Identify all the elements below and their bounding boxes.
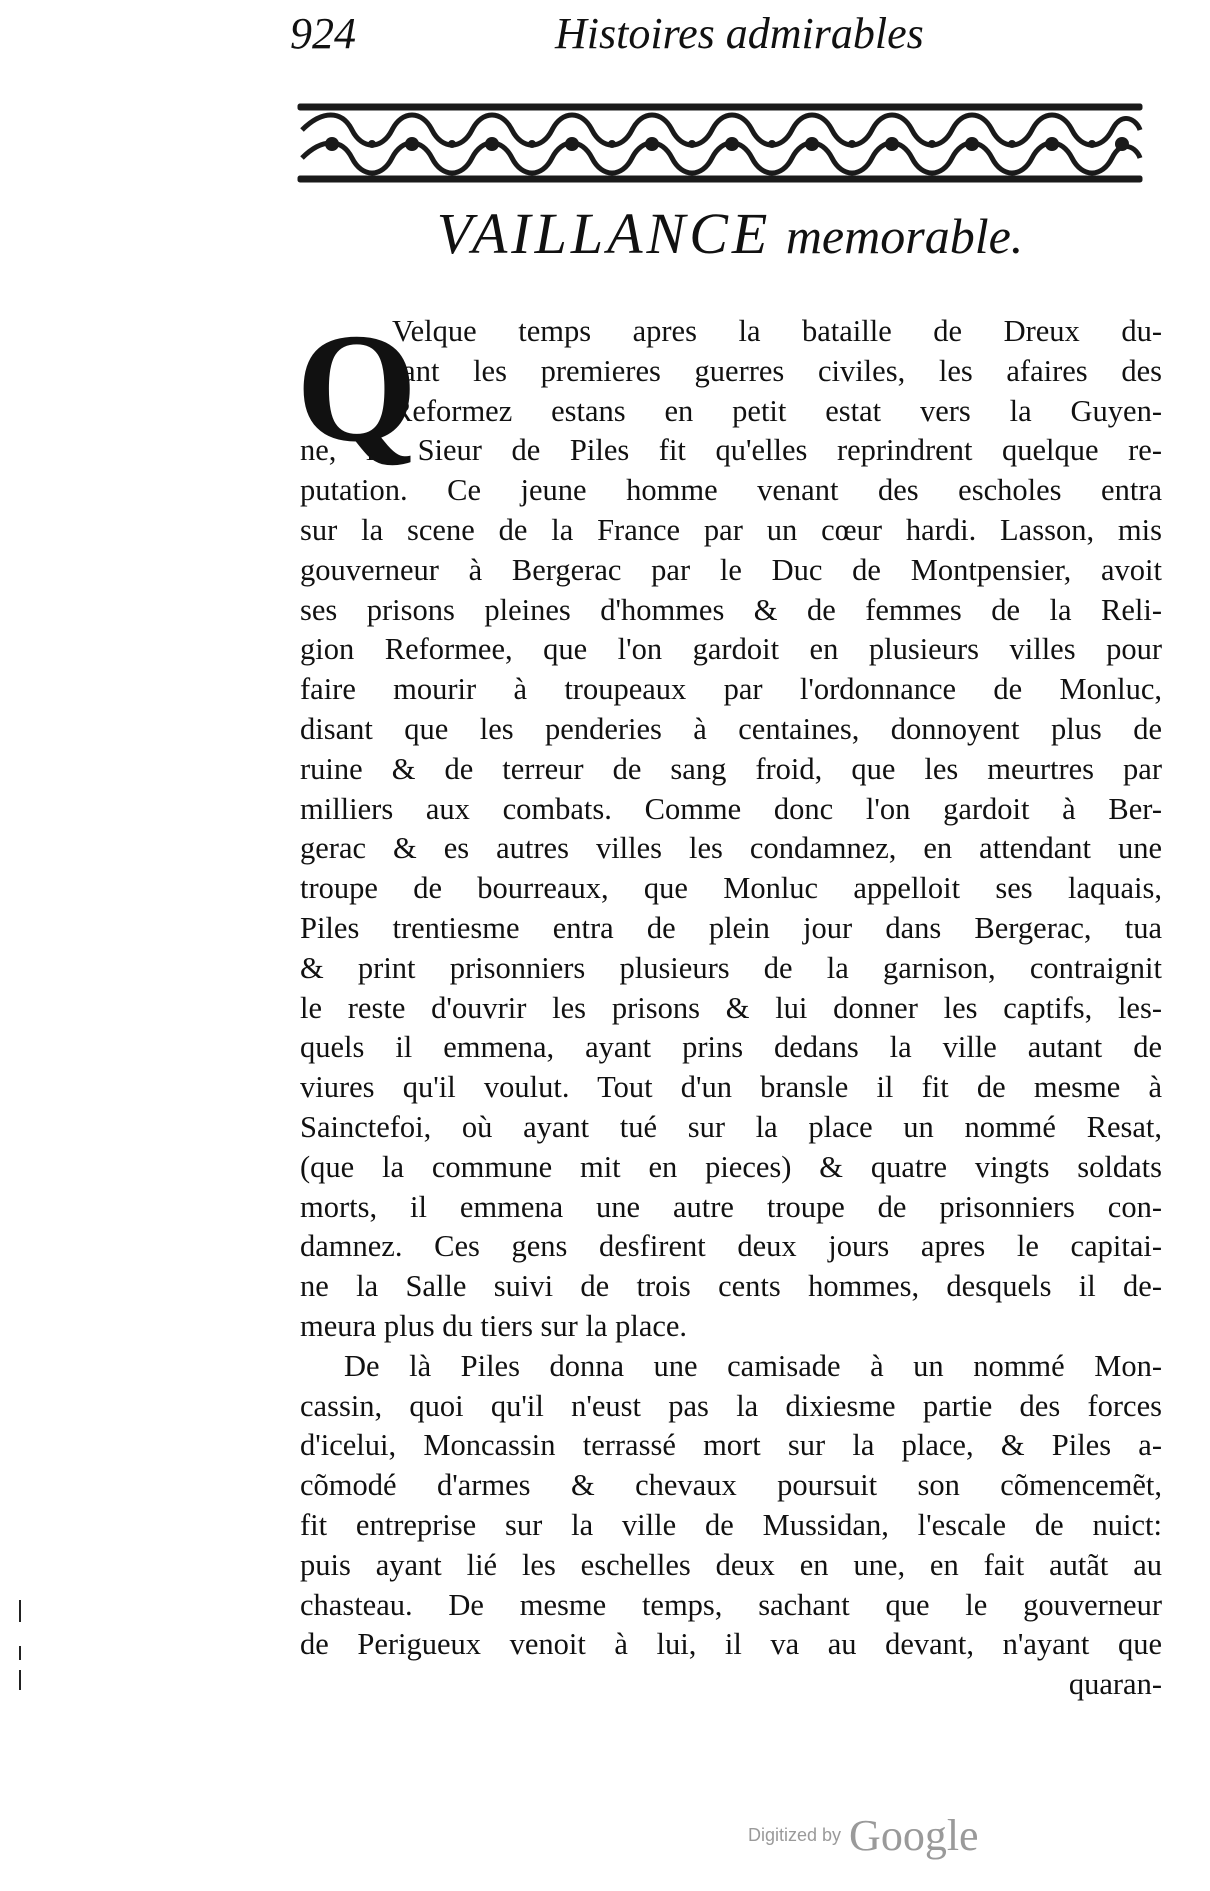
- text-line: gerac & es autres villes les condamnez, en attendant une: [300, 831, 1162, 866]
- text-line: putation. Ce jeune homme venant des escholes entra: [300, 473, 1162, 508]
- text-line: ses prisons pleines d'hommes & de femmes de la Reli-: [300, 592, 1162, 627]
- text-line: milliers aux combats. Comme donc l'on gardoit à Ber-: [300, 791, 1162, 826]
- text-line: De là Piles donna une camisade à un nommé Mon-: [344, 1348, 1162, 1383]
- text-line: d'icelui, Moncassin terrassé mort sur la place, & Piles a-: [300, 1428, 1162, 1463]
- text-line: Piles trentiesme entra de plein jour dans Bergerac, tua: [300, 910, 1162, 945]
- text-line: de Perigueux venoit à lui, il va au devant, n'ayant que: [300, 1627, 1162, 1662]
- text-line: viures qu'il voulut. Tout d'un bransle il fit de mesme à: [300, 1070, 1162, 1105]
- margin-mark: [19, 1670, 21, 1690]
- text-line: (que la commune mit en pieces) & quatre vingts soldats: [300, 1149, 1162, 1184]
- text-line: Sainctefoi, où ayant tué sur la place un nommé Resat,: [300, 1109, 1162, 1144]
- text-line: Velque temps apres la bataille de Dreux du-: [392, 314, 1162, 348]
- paragraph-2: [300, 1347, 1162, 1705]
- text-line: cassin, quoi qu'il n'eust pas la dixiesme partie des forces: [300, 1388, 1162, 1423]
- text-line: le reste d'ouvrir les prisons & lui donner les captifs, les-: [300, 990, 1162, 1025]
- page-header: [290, 8, 1150, 68]
- text-line: cõmodé d'armes & chevaux poursuit son cõmencemẽt,: [300, 1468, 1162, 1503]
- section-title: [300, 200, 1160, 267]
- margin-mark: [19, 1646, 21, 1660]
- drop-cap: Q: [296, 301, 418, 474]
- section-title-rest: memorable.: [785, 208, 1024, 264]
- page-number: 924: [290, 9, 356, 58]
- text-line: troupe de bourreaux, que Monluc appelloit ses laquais,: [300, 871, 1162, 906]
- paragraph-1: [296, 301, 1162, 1347]
- text-line: gion Reformee, que l'on gardoit en plusieurs villes pour: [300, 632, 1162, 667]
- watermark-prefix: Digitized by: [748, 1825, 842, 1845]
- text-line: chasteau. De mesme temps, sachant que le gouverneur: [300, 1587, 1162, 1622]
- text-line: Reformez estans en petit estat vers la Guyen-: [392, 393, 1162, 428]
- text-line: meura plus du tiers sur la place.: [300, 1308, 688, 1343]
- text-line: sur la scene de la France par un cœur hardi. Lasson, mis: [300, 512, 1162, 547]
- text-line: ne la Salle suivi de trois cents hommes, desquels il de-: [300, 1269, 1162, 1304]
- google-logo: Google: [849, 1811, 979, 1860]
- text-line: faire mourir à troupeaux par l'ordonnance de Monluc,: [300, 672, 1162, 707]
- text-line: damnez. Ces gens desfirent deux jours apres le capitai-: [300, 1229, 1162, 1264]
- margin-marks: [14, 1600, 28, 1700]
- text-line: & print prisonniers plusieurs de la garnison, contraignit: [300, 950, 1162, 985]
- text-line: disant que les penderies à centaines, donnoyent plus de: [300, 711, 1162, 746]
- section-title-caps: VAILLANCE: [436, 201, 772, 266]
- text-line: fit entreprise sur la ville de Mussidan, l'escale de nuict:: [300, 1507, 1162, 1542]
- running-title: Histoires admirables: [555, 9, 924, 58]
- text-line: ne, le Sieur de Piles fit qu'elles reprindrent quelque re-: [300, 433, 1162, 468]
- text-line: ruine & de terreur de sang froid, que les meurtres par: [300, 751, 1162, 786]
- ornament-band: [292, 100, 1148, 186]
- margin-mark: [19, 1600, 21, 1622]
- text-line: gouverneur à Bergerac par le Duc de Montpensier, avoit: [300, 552, 1162, 587]
- text-line: rant les premieres guerres civiles, les afaires des: [392, 353, 1162, 388]
- text-line: morts, il emmena une autre troupe de prisonniers con-: [300, 1189, 1162, 1224]
- text-line: puis ayant lié les eschelles deux en une, en fait autãt au: [300, 1547, 1162, 1582]
- digitized-watermark: [748, 1810, 979, 1861]
- catchword: quaran-: [1068, 1667, 1162, 1702]
- body-text: [296, 301, 1162, 1705]
- text-line: quels il emmena, ayant prins dedans la ville autant de: [300, 1030, 1162, 1065]
